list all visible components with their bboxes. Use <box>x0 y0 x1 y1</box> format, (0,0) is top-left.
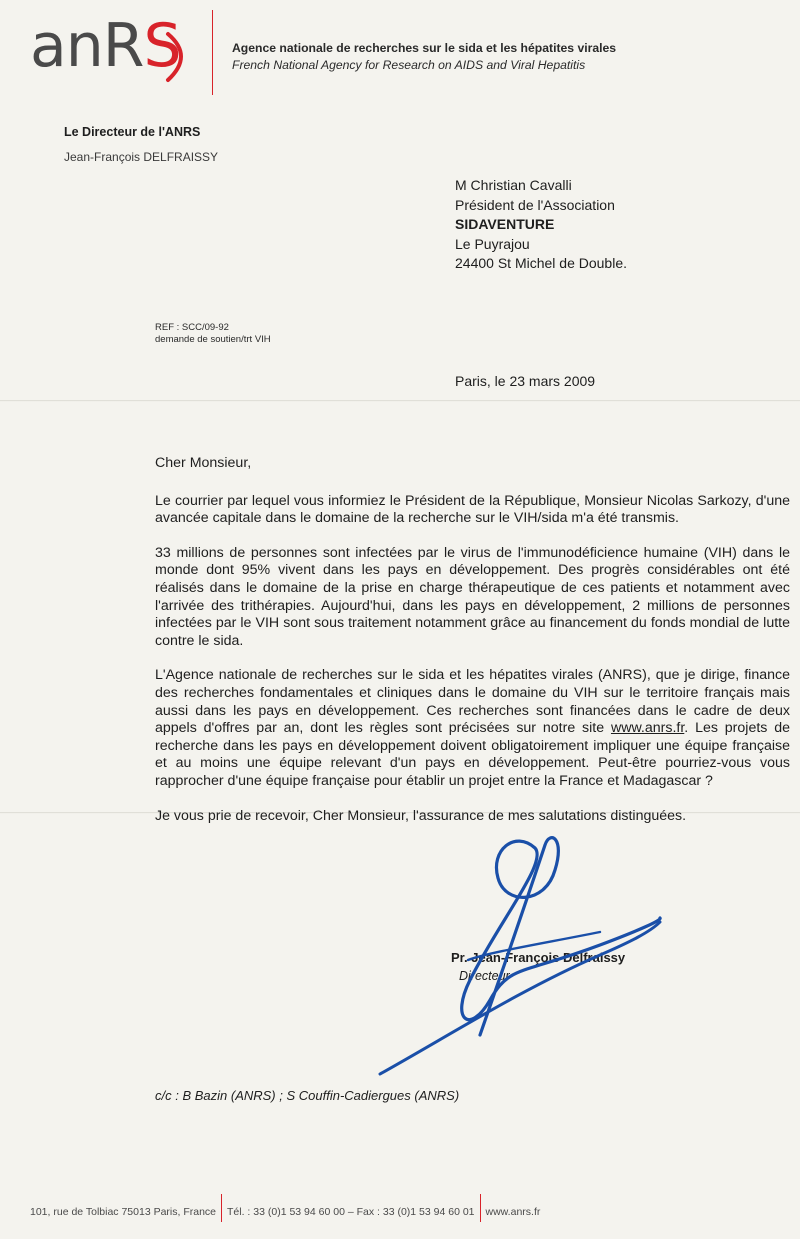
reference-subject: demande de soutien/trt VIH <box>155 334 271 345</box>
footer <box>30 1202 540 1222</box>
footer-divider <box>221 1194 222 1222</box>
logo-text-an: an <box>30 11 103 81</box>
paragraph: Le courrier par lequel vous informiez le Président de la République, Monsieur Nicolas Sarkozy, d'une avancée capitale dans le domaine de la recherche sur le VIH/sida m'a été transmis. <box>155 492 790 527</box>
paper-fold <box>0 400 800 402</box>
reference-number: REF : SCC/09-92 <box>155 322 229 333</box>
recipient-line: Le Puyrajou <box>455 235 530 252</box>
carbon-copy: c/c : B Bazin (ANRS) ; S Couffin-Cadiergues (ANRS) <box>155 1088 460 1103</box>
recipient-line: Président de l'Association <box>455 196 615 213</box>
sender-name: Jean-François DELFRAISSY <box>64 150 219 164</box>
agency-name <box>232 40 616 74</box>
recipient-line: M Christian Cavalli <box>455 177 572 193</box>
header-divider <box>212 10 213 95</box>
logo-text-r: R <box>102 11 144 81</box>
paragraph: 33 millions de personnes sont infectées par le virus de l'immunodéficience humaine (VIH) dans le monde dont 95% vivent dans les pays en développement. Des progrès considérables ont été réalisés dans le domaine de la prise en charge thérapeutique de ces patients et notamment avec l'arrivée des trithérapies. Aujourd'hui, dans les pays en développement, 2 millions de personnes infectées par le VIH sont sous traitement notamment grâce au financement du fonds mondial de lutte contre le sida. <box>155 544 790 649</box>
anrs-website-link[interactable]: www.anrs.fr <box>610 720 685 737</box>
recipient-line: 24400 St Michel de Double. <box>455 255 627 271</box>
paragraph <box>155 667 790 790</box>
salutation: Cher Monsieur, <box>155 455 252 471</box>
footer-address: 101, rue de Tolbiac 75013 Paris, France <box>30 1205 217 1218</box>
reference-block <box>155 322 271 346</box>
agency-name-en: French National Agency for Research on AIDS and Viral Hepatitis <box>232 58 586 72</box>
letter-body <box>155 455 790 842</box>
logo-text-s: S <box>143 11 181 81</box>
paragraph-text: . Les projets de recherche dans les pays en développement doivent obligatoirement impliquer une équipe française et au moins une équipe relevant d'un pays en développement. Peut-être pourriez-vous vous rapprocher d'une équipe française pour établir un projet entre la France et Madagascar ? <box>155 720 790 789</box>
sender-title: Le Directeur de l'ANRS <box>64 125 201 139</box>
signatory-name: Pr. Jean-François Delfraissy <box>451 950 626 965</box>
anrs-logo <box>30 11 181 81</box>
letter-date: Paris, le 23 mars 2009 <box>455 373 596 389</box>
agency-name-fr: Agence nationale de recherches sur le sida et les hépatites virales <box>232 41 617 55</box>
footer-web[interactable]: www.anrs.fr <box>485 1205 541 1218</box>
paragraph-text: L'Agence nationale de recherches sur le sida et les hépatites virales (ANRS), que je dirige, finance des recherches fondamentales et cliniques dans le domaine du VIH sur le territoire français mais aussi dans les pays en développement. Ces recherches sont financées dans le cadre de deux appels d'offres par an, dont les règles sont précisées sur notre site <box>155 667 790 737</box>
recipient-line: SIDAVENTURE <box>455 216 555 232</box>
recipient-address <box>455 176 627 274</box>
closing: Je vous prie de recevoir, Cher Monsieur, l'assurance de mes salutations distinguées. <box>155 807 687 824</box>
logo-arc-icon <box>160 26 200 86</box>
footer-phone: Tél. : 33 (0)1 53 94 60 00 – Fax : 33 (0)1 53 94 60 01 <box>227 1205 475 1218</box>
footer-divider <box>480 1194 481 1222</box>
signatory-role: Directeur <box>459 969 510 983</box>
